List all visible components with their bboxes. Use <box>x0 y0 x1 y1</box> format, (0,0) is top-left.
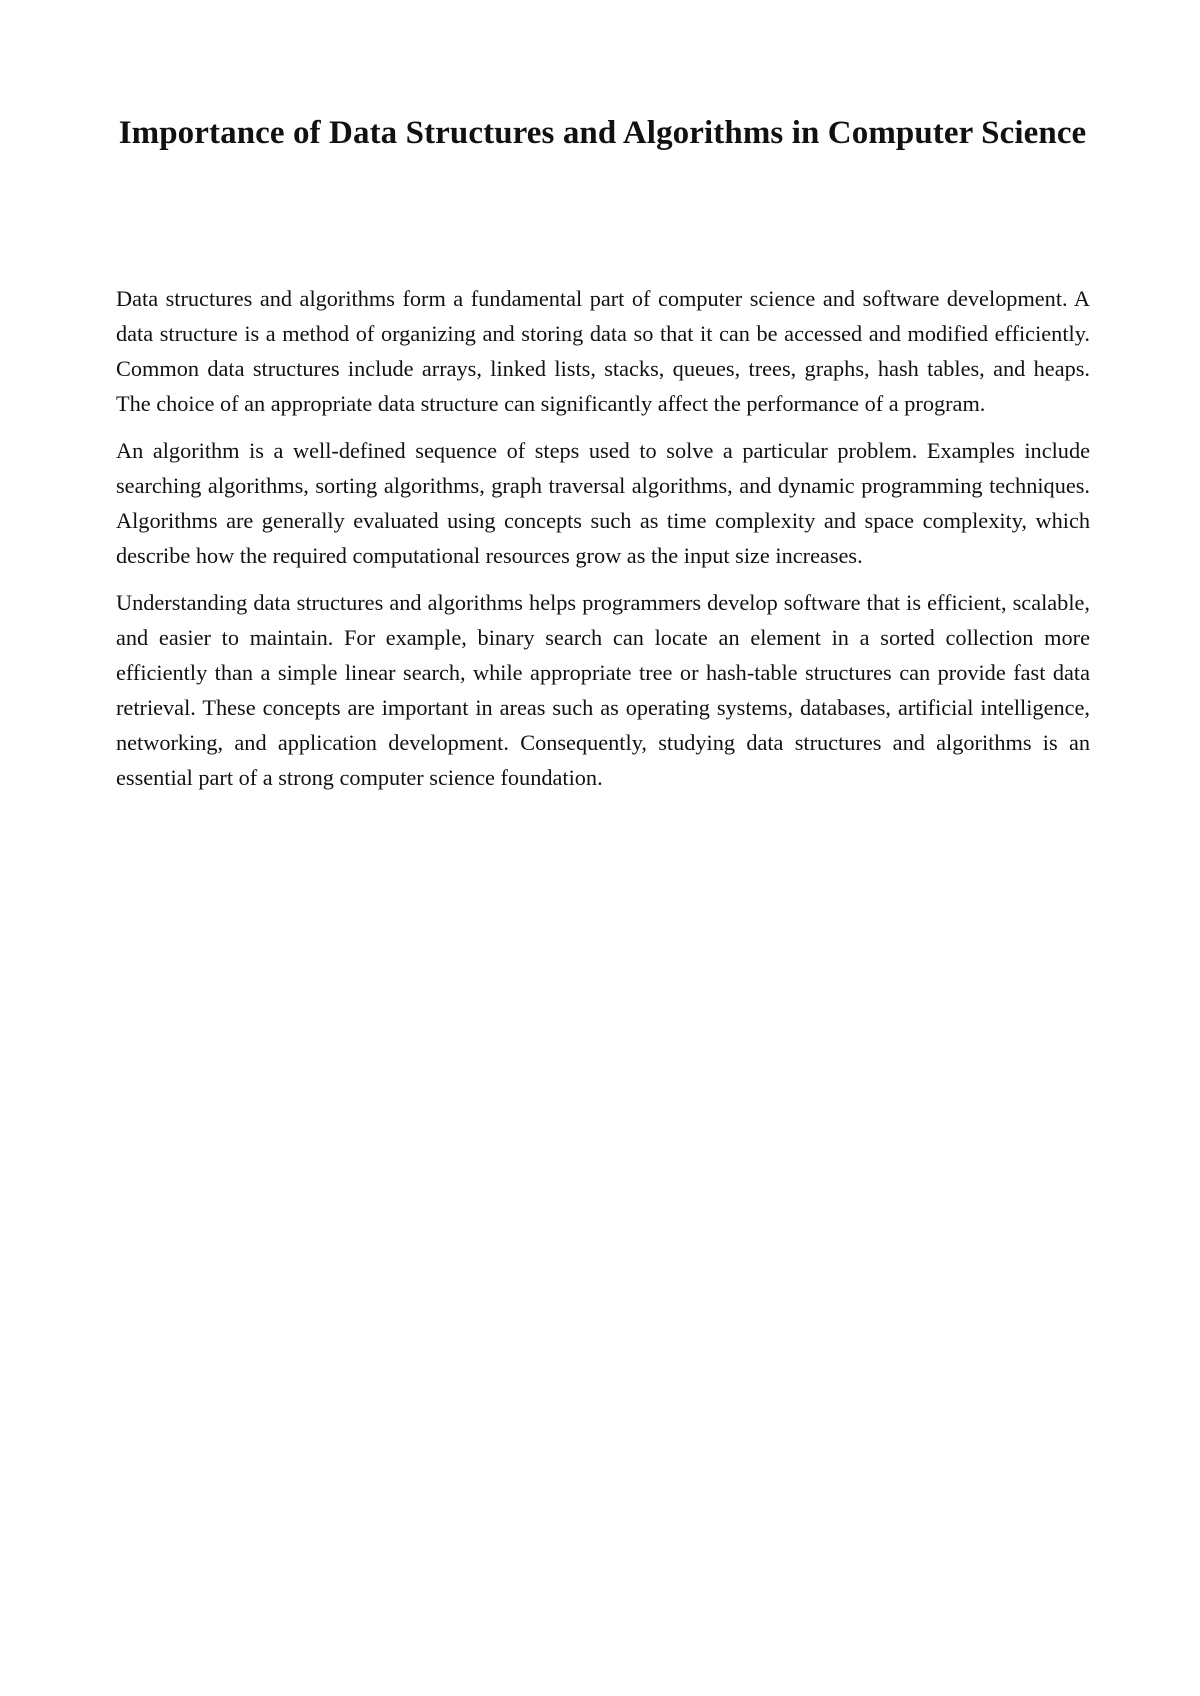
document-title: Importance of Data Structures and Algorithms in Computer Science <box>118 115 1087 151</box>
paragraph-algorithms: An algorithm is a well-defined sequence of steps used to solve a particular problem. Examples include searching algorithms, sorting algorithms, graph traversal algorithms, and dynamic programming techniques. Algorithms are generally evaluated using concepts such as time complexity and space complexity, which describe how the required computational resources grow as the input size increases. <box>116 438 1090 568</box>
paragraph-importance: Understanding data structures and algorithms helps programmers develop software that is efficient, scalable, and easier to maintain. For example, binary search can locate an element in a sorted collection more efficiently than a simple linear search, while appropriate tree or hash-table structures can provide fast data retrieval. These concepts are important in areas such as operating systems, databases, artificial intelligence, networking, and application development. Consequently, studying data structures and algorithms is an essential part of a strong computer science foundation. <box>116 590 1090 790</box>
document-body <box>116 281 1090 807</box>
paragraph-data-structures: Data structures and algorithms form a fundamental part of computer science and software development. A data structure is a method of organizing and storing data so that it can be accessed and modified efficiently. Common data structures include arrays, linked lists, stacks, queues, trees, graphs, hash tables, and heaps. The choice of an appropriate data structure can significantly affect the performance of a program. <box>116 286 1090 416</box>
